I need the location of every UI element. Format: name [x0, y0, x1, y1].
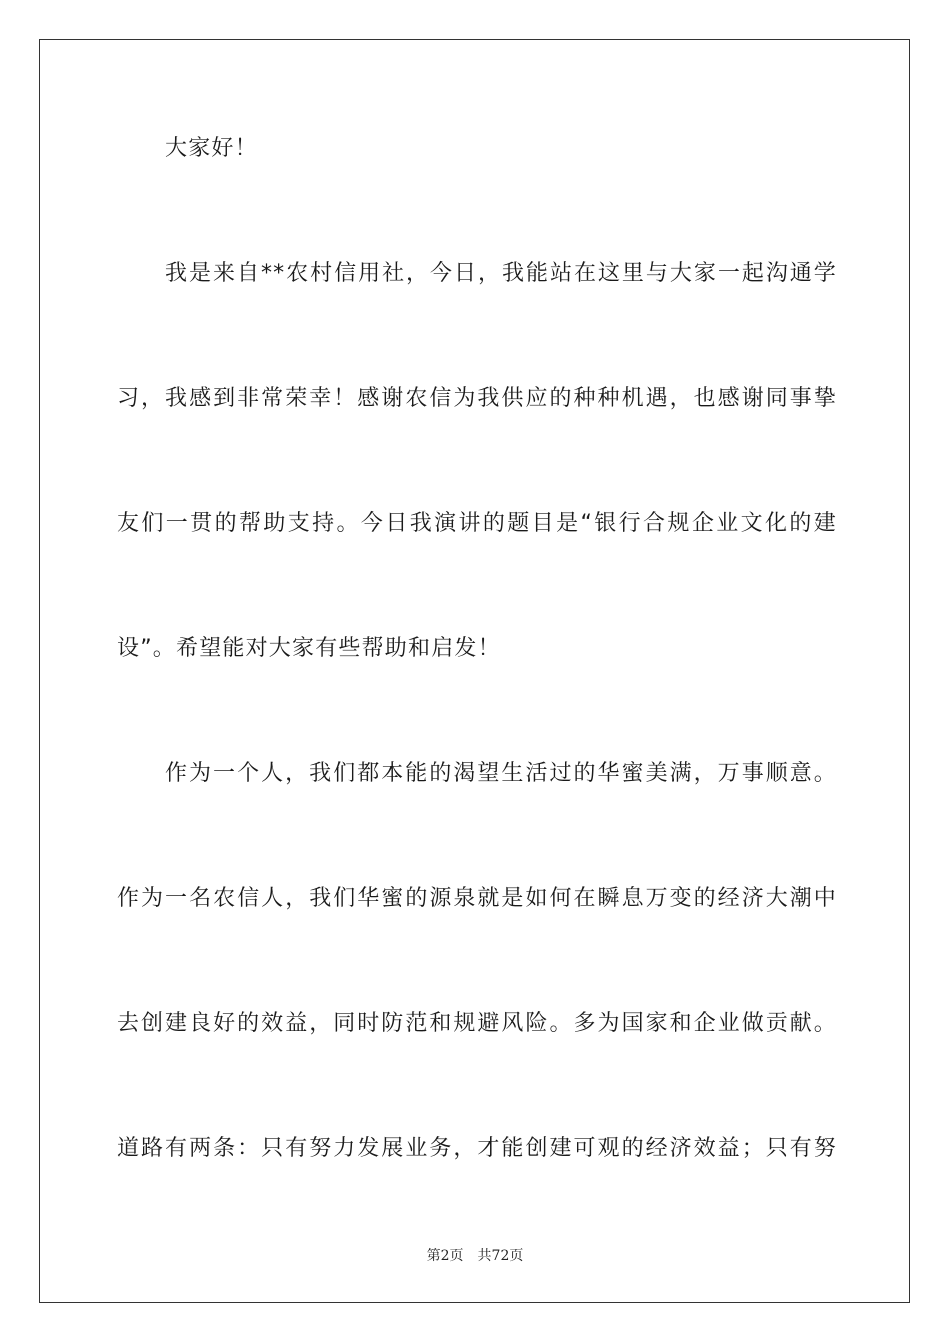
text-line: 去创建良好的效益，同时防范和规避风险。多为国家和企业做贡献。 [117, 1011, 837, 1036]
page-number: 第2页 [426, 1248, 464, 1264]
page-footer [0, 1247, 950, 1265]
total-pages: 共72页 [477, 1248, 524, 1264]
text-line: 作为一个人，我们都本能的渴望生活过的华蜜美满，万事顺意。 [165, 761, 837, 786]
page-frame [39, 39, 910, 1303]
text-line: 习，我感到非常荣幸！感谢农信为我供应的种种机遇，也感谢同事挚 [117, 386, 837, 411]
text-line-greeting: 大家好！ [165, 136, 258, 161]
text-line: 设”。希望能对大家有些帮助和启发！ [117, 636, 501, 661]
text-line: 道路有两条：只有努力发展业务，才能创建可观的经济效益；只有努 [117, 1136, 837, 1161]
text-line: 作为一名农信人，我们华蜜的源泉就是如何在瞬息万变的经济大潮中 [117, 886, 837, 911]
text-line: 友们一贯的帮助支持。今日我演讲的题目是“银行合规企业文化的建 [117, 511, 837, 536]
text-line: 我是来自**农村信用社，今日，我能站在这里与大家一起沟通学 [165, 261, 837, 286]
